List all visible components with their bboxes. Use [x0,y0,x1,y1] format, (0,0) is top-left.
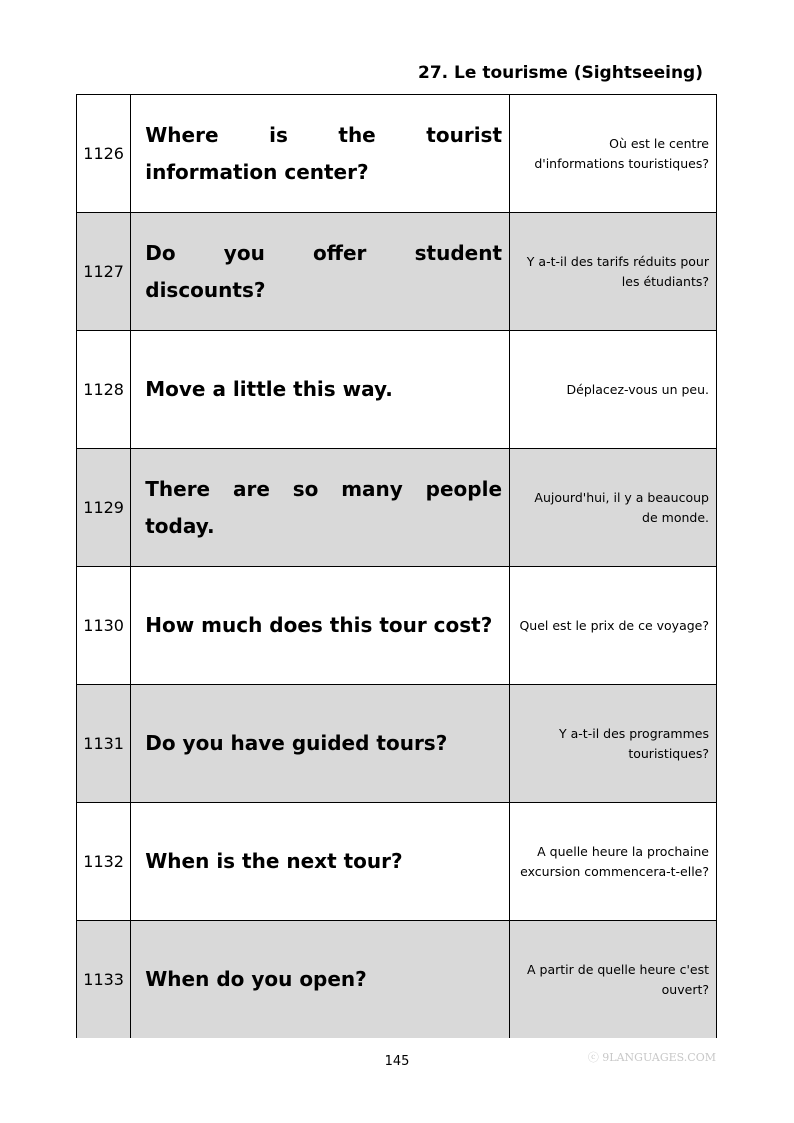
phrase-number: 1132 [77,803,131,921]
english-phrase: How much does this tour cost? [131,567,510,685]
english-phrase: Do you offer student discounts? [131,213,510,331]
phrase-number: 1131 [77,685,131,803]
copyright-watermark: ⓒ 9LANGUAGES.COM [587,1051,716,1064]
table-row [77,921,717,1039]
table-row [77,95,717,213]
phrase-number: 1126 [77,95,131,213]
phrase-number: 1129 [77,449,131,567]
phrase-table [76,94,717,1038]
table-row [77,567,717,685]
french-translation: Où est le centre d'informations touristiques? [510,95,717,213]
english-phrase: Do you have guided tours? [131,685,510,803]
table-row [77,803,717,921]
phrase-number: 1133 [77,921,131,1039]
french-translation: Y a-t-il des tarifs réduits pour les étudiants? [510,213,717,331]
french-translation: Déplacez-vous un peu. [510,331,717,449]
french-translation: Aujourd'hui, il y a beaucoup de monde. [510,449,717,567]
english-phrase: Move a little this way. [131,331,510,449]
table-row [77,331,717,449]
page-number: 145 [384,1054,410,1069]
phrase-number: 1130 [77,567,131,685]
table-row [77,449,717,567]
phrase-number: 1127 [77,213,131,331]
french-translation: Quel est le prix de ce voyage? [510,567,717,685]
english-phrase: Where is the tourist information center? [131,95,510,213]
english-phrase: When is the next tour? [131,803,510,921]
english-phrase: When do you open? [131,921,510,1039]
french-translation: A partir de quelle heure c'est ouvert? [510,921,717,1039]
english-phrase: There are so many people today. [131,449,510,567]
table-row [77,213,717,331]
french-translation: Y a-t-il des programmes touristiques? [510,685,717,803]
section-title: 27. Le tourisme (Sightseeing) [418,63,703,83]
phrase-number: 1128 [77,331,131,449]
table-row [77,685,717,803]
french-translation: A quelle heure la prochaine excursion commencera-t-elle? [510,803,717,921]
